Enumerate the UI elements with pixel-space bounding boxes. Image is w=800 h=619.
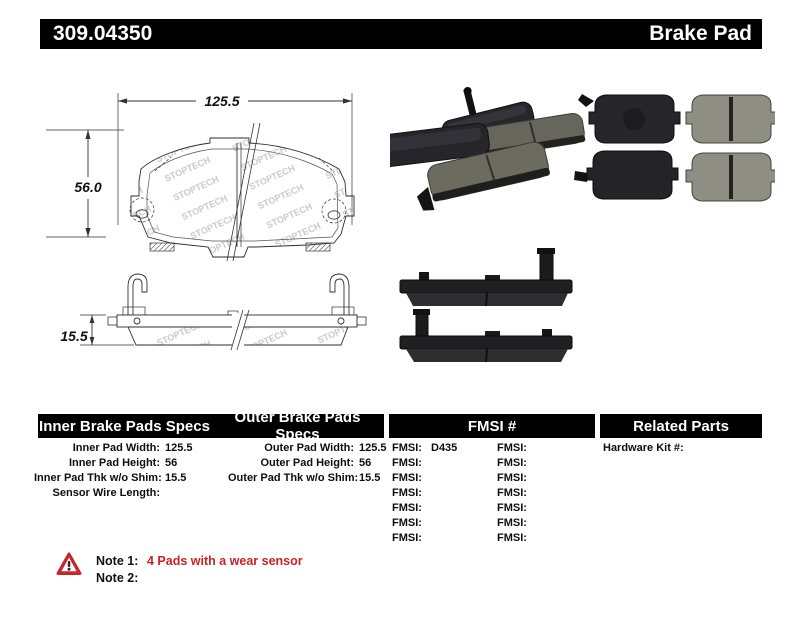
fmsi-row: FMSI: bbox=[497, 502, 527, 514]
inner-specs-column bbox=[34, 441, 210, 501]
fmsi-row: FMSI: bbox=[392, 502, 422, 514]
related-parts-header-bar bbox=[600, 414, 762, 438]
fmsi-row: FMSI: bbox=[497, 487, 527, 499]
notes bbox=[96, 553, 303, 586]
inner-specs-header: Inner Brake Pads Specs bbox=[39, 417, 210, 435]
dim-thickness-label: 15.5 bbox=[60, 328, 88, 344]
dim-width-label: 125.5 bbox=[204, 93, 240, 109]
fmsi-row: FMSI: D435 bbox=[392, 442, 458, 454]
fmsi-row: FMSI: bbox=[497, 517, 527, 529]
warning-icon bbox=[56, 552, 82, 576]
photo-pad-side-1 bbox=[400, 248, 572, 306]
spec-row: Outer Pad Width: 125.5 bbox=[264, 442, 387, 454]
pad-drawing-side bbox=[80, 274, 366, 350]
spec-row: Inner Pad Height: 56 bbox=[68, 457, 178, 469]
fmsi-row: FMSI: bbox=[392, 487, 422, 499]
related-parts-column bbox=[603, 441, 689, 456]
fmsi-header: FMSI # bbox=[467, 417, 517, 435]
spec-row: Outer Pad Thk w/o Shim: 15.5 bbox=[228, 472, 381, 484]
fmsi-row: FMSI: bbox=[392, 517, 422, 529]
pad-drawing-front bbox=[46, 93, 354, 261]
photo-pads-angled bbox=[390, 85, 586, 213]
fmsi-row: FMSI: bbox=[497, 442, 527, 454]
dim-height-label: 56.0 bbox=[74, 179, 102, 195]
note-row-1: Note 1: 4 Pads with a wear sensor bbox=[96, 554, 303, 568]
note-row-2: Note 2: bbox=[96, 570, 139, 585]
fmsi-row: FMSI: bbox=[497, 532, 527, 544]
outer-specs-column bbox=[228, 441, 404, 486]
fmsi-column-2 bbox=[497, 441, 536, 546]
part-number: 309.04350 bbox=[53, 22, 153, 45]
fmsi-row: FMSI: bbox=[392, 532, 422, 544]
pad-front-outline bbox=[131, 138, 354, 257]
fmsi-column-1 bbox=[392, 441, 457, 546]
outer-specs-header: Outer Brake Pads Specs bbox=[234, 409, 361, 443]
spec-row: Outer Pad Height: 56 bbox=[260, 457, 372, 469]
fmsi-row: FMSI: bbox=[392, 457, 422, 469]
related-parts-row: Hardware Kit #: bbox=[603, 442, 684, 454]
note-1-text: 4 Pads with a wear sensor bbox=[147, 554, 303, 568]
spec-row: Inner Pad Thk w/o Shim: 15.5 bbox=[34, 472, 187, 484]
related-parts-header: Related Parts bbox=[633, 417, 729, 435]
fmsi-header-bar bbox=[389, 414, 595, 438]
product-photos bbox=[390, 85, 775, 380]
header-bar bbox=[40, 19, 762, 49]
photo-pads-flat bbox=[574, 94, 775, 201]
photo-pad-side-2 bbox=[400, 309, 572, 362]
fmsi-row: FMSI: bbox=[497, 472, 527, 484]
spec-row: Inner Pad Width: 125.5 bbox=[72, 442, 193, 454]
specs-header-bar bbox=[38, 409, 384, 443]
page-title: Brake Pad bbox=[649, 22, 752, 45]
technical-drawing bbox=[40, 85, 385, 385]
fmsi-row: FMSI: bbox=[497, 457, 527, 469]
spec-row: Sensor Wire Length: bbox=[52, 487, 160, 499]
fmsi-row: FMSI: bbox=[392, 472, 422, 484]
